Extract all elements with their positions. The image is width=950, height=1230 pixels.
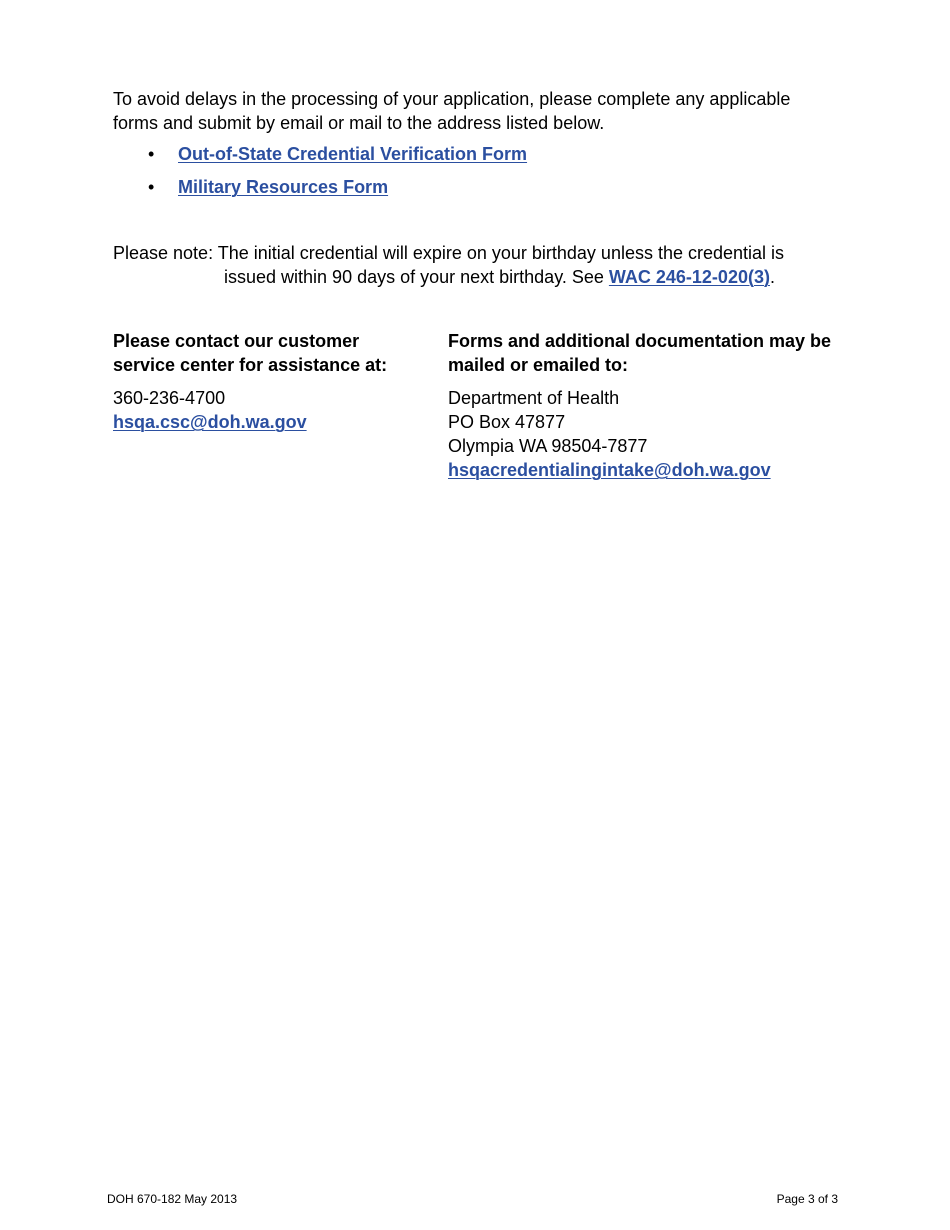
bullet-icon: • (148, 144, 155, 164)
contact-heading: Please contact our customer service center for assistance at: (113, 331, 388, 375)
military-resources-form-link[interactable]: Military Resources Form (178, 177, 389, 197)
mailing-org: Department of Health (448, 388, 620, 408)
note-line-1: Please note: The initial credential will expire on your birthday unless the credential is (113, 243, 785, 263)
note-line-2-prefix: issued within 90 days of your next birthday. See (224, 267, 609, 287)
footer-page-number: Page 3 of 3 (776, 1192, 838, 1206)
expiration-note (113, 241, 853, 289)
mailing-city: Olympia WA 98504-7877 (448, 436, 648, 456)
mailing-email-link[interactable]: hsqacredentialingintake@doh.wa.gov (448, 460, 771, 480)
footer-form-id: DOH 670-182 May 2013 (107, 1192, 238, 1206)
intro-paragraph: To avoid delays in the processing of your application, please complete any applicable forms and submit by email or mail to the address listed below. (113, 89, 791, 133)
mailing-heading: Forms and additional documentation may be mailed or emailed to: (448, 331, 832, 375)
list-item (113, 142, 833, 175)
bullet-icon: • (148, 177, 155, 197)
list-item (113, 175, 833, 208)
note-line-2-suffix: . (769, 267, 775, 287)
mailing-section (448, 329, 848, 482)
wac-link[interactable]: WAC 246-12-020(3) (608, 267, 770, 287)
contact-phone: 360-236-4700 (113, 388, 226, 408)
note-line-2 (113, 265, 853, 289)
out-of-state-verification-form-link[interactable]: Out-of-State Credential Verification Form (178, 144, 528, 164)
contact-section (113, 329, 423, 434)
mailing-po-box: PO Box 47877 (448, 412, 566, 432)
forms-list (113, 142, 833, 208)
contact-email-link[interactable]: hsqa.csc@doh.wa.gov (113, 412, 307, 432)
